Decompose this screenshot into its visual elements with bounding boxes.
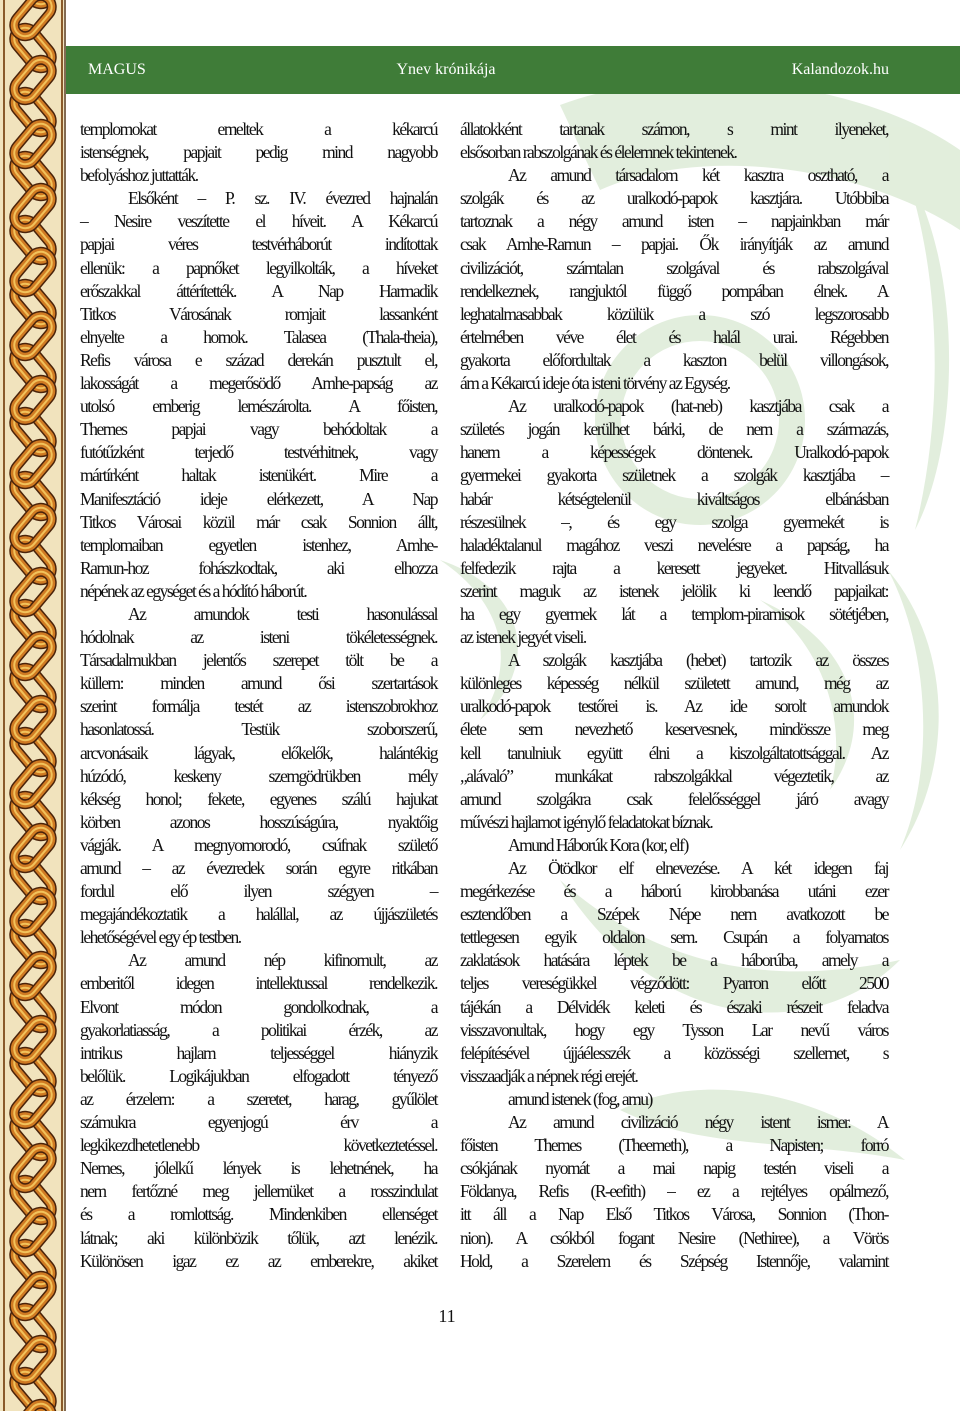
header-subtitle: Ynev krónikája [396, 61, 496, 78]
text-line: amund istenek (fog, amu) [508, 1088, 652, 1109]
text-line: Manifesztáció ideje elérkezett, A Nap [80, 488, 437, 509]
text-line: lakosságát a megerősödő Amhe-papság az [80, 373, 437, 394]
text-line: kékség honol; fekete, egyenes szálú hajukat [80, 788, 437, 809]
text-line: különleges képesség nélkül született amund, még az [460, 673, 888, 694]
text-line: szolgák és az uralkodó-papok kasztjára. Utóbbiba [460, 188, 888, 209]
paragraph [80, 187, 437, 603]
text-line: civilizációt, számtalan szolgával és rabszolgával [460, 257, 888, 278]
text-line: értelmében véve élet és halál urai. Régebben [460, 326, 888, 347]
text-line: az érzelem: a szeretet, harag, gyűlölet [80, 1088, 437, 1109]
text-line: papjai véres testvérháborút indítottak [80, 234, 437, 255]
header-site-link[interactable]: Kalandozok.hu [791, 61, 889, 78]
text-line: felépítésével újjáélesszék a közösségi szellemet, s [460, 1042, 888, 1063]
text-line: születés jogán kerülhet bárki, de nem a származás, [460, 419, 888, 440]
text-line: ám a Kékarcú ideje óta isteni törvény az Egység. [460, 373, 730, 394]
text-line: látnak; aki különbözik tőlük, azt lenézik. [80, 1227, 437, 1248]
text-line: amund – az évezredek során egyre ritkában [80, 858, 437, 878]
text-line: Ramun-hoz fohászkodtak, aki elhozza [80, 557, 437, 578]
text-line: Nemes, jólelkű lények is lehetnének, ha [80, 1158, 437, 1179]
text-line: felfedezik rajta a keresett jegyeket. Hitvallásuk [460, 557, 888, 578]
text-line: Az Ötödkor elf elnevezése. A két idegen faj [508, 858, 888, 878]
text-line: népének az egységet és a hódító háborút. [80, 580, 307, 601]
text-line: Az amund társadalom két kasztra osztható, a [508, 165, 888, 186]
text-line: Az uralkodó-papok (hat-neb) kasztjába csak a [508, 396, 888, 417]
text-line: emberitől idegen intellektussal rendelkezik. [80, 973, 437, 994]
text-line: vágják. A megnyomorodó, csúfnak születő [80, 834, 437, 855]
paragraph [80, 603, 437, 949]
text-line: Refis városa e század derekán pusztult el, [80, 349, 437, 370]
text-line: Themes papjai vagy behódoltak a [80, 419, 437, 440]
text-line: zaklatások hatására léptek be a háborúba, amely a [460, 950, 888, 971]
page-number: 11 [438, 1306, 456, 1326]
text-line: és a romlottság. Mindenkiben ellenséget [80, 1204, 437, 1225]
text-line: Társadalmukban jelentős szerepet tölt be a [80, 650, 437, 671]
text-line: legkikezdhetetlenebb következtetéssel. [80, 1135, 437, 1156]
text-line: húzódó, keskeny szemgödrükben mély [80, 765, 437, 786]
text-line: Az amund civilizáció négy istent ismer. A [508, 1112, 888, 1133]
paragraph [460, 834, 888, 857]
text-line: rendelkeznek, rangjuktól függő pompában élnek. A [460, 280, 888, 301]
text-line: intrikus hajlam teljességgel hiányzik [80, 1042, 437, 1063]
text-line: ellenük: a papnőket legyilkolták, a híveket [80, 257, 437, 278]
header-title-magus: MAGUS [88, 61, 146, 78]
text-line: itt áll a Nap Első Titkos Városa, Sonnion (Thon- [460, 1204, 888, 1225]
text-line: gyermekei gyakorta születnek a szolgák kasztjába – [460, 465, 888, 486]
text-line: habár kétségtelenül kiváltságos elbánásban [460, 488, 888, 509]
text-line: hanem a képességek döntenek. Uralkodó-papok [460, 442, 888, 463]
text-line: ha egy gyermek lát a templom-piramisok sötétjében, [460, 603, 888, 624]
paragraph [460, 857, 888, 1088]
text-line: mártírként haltak istenükért. Mire a [80, 465, 437, 486]
text-line: tettlegesen egyik oldalon sem. Csupán a folyamatos [460, 927, 888, 948]
text-line: templomaiban egyetlen istenhez, Amhe- [80, 534, 437, 555]
text-line: visszaadják a népnek régi erejét. [460, 1065, 638, 1086]
text-line: istenségnek, papjait pedig mind nagyobb [80, 142, 437, 163]
text-line: Hold, a Szerelem és Szépség Istennője, valamint [460, 1250, 888, 1271]
text-line: küllem: minden amund ősi szertartások [80, 673, 437, 694]
text-line: főisten Themes (Theemeth), a Napisten; forró [460, 1135, 888, 1156]
text-line: esztendőben a Szépek Népe nem avatkozott be [460, 904, 888, 925]
text-line: csókjának nyomát a mai napig testén viseli a [460, 1158, 888, 1179]
paragraph [460, 1111, 888, 1273]
text-line: kell tanulniuk együtt élni a kiszolgáltatottsággal. Az [460, 742, 888, 763]
text-line: nion). A csókból fogant Nesire (Nethiree), a Vörös [460, 1227, 888, 1248]
text-line: befolyáshoz juttatták. [80, 165, 198, 186]
text-line: szerint formálja testét az istenszobrokhoz [80, 696, 437, 717]
text-line: elnyelte a homok. Talasea (Thala-theia), [80, 326, 437, 347]
text-line: hasonlatossá. Testük szoborszerű, [80, 719, 437, 740]
text-line: uralkodó-papok testőrei is. Az ide sorolt amundok [460, 696, 888, 717]
text-line: amund szolgákra csak felelősséggel járó avagy [460, 788, 888, 809]
text-line: „alávaló” munkákat rabszolgákkal végeztetik, az [460, 765, 888, 786]
text-line: Különösen igaz ez az emberekre, akiket [80, 1250, 437, 1271]
paragraph [80, 949, 437, 1272]
text-line: hódolnak az isteni tökéletességnek. [80, 627, 437, 648]
text-line: arcvonásaik lágyak, előkelők, halántékig [80, 742, 437, 763]
text-line: A szolgák kasztjába (hebet) tartozik az összes [508, 650, 888, 671]
text-line: Amund Háborúk Kora (kor, elf) [508, 834, 688, 855]
text-line: belőlük. Logikájukban elfogadott tényező [80, 1065, 437, 1086]
paragraph [460, 395, 888, 649]
text-line: Titkos Városának romjait lassanként [80, 303, 437, 324]
text-line: futótűzként terjedő testvérhitnek, vagy [80, 442, 437, 463]
text-line: élete sem nevezhető keservesnek, mindössze meg [460, 719, 888, 740]
header-bar [66, 46, 960, 94]
text-line: Földanya, Refis (R-eefith) – ez a rejtélyes opálmező, [460, 1181, 888, 1202]
text-line: részesülnek –, és egy szolga gyermekét is [460, 511, 888, 532]
text-line: Elvont módon gondolkodnak, a [80, 996, 437, 1017]
text-line: leghatalmasabbak közülük a szó legszorosabb [460, 303, 888, 324]
text-line: az istenek jegyét viseli. [460, 627, 586, 648]
text-line: haladéktalanul magához veszi nevelésre a papság, ha [460, 534, 888, 555]
text-line: számukra egyenjogú érv a [80, 1112, 437, 1133]
text-line: Az amund nép kifinomult, az [128, 950, 437, 971]
text-line: gyakorta előfordultak a kaszton belül villongások, [460, 349, 888, 370]
text-line: templomokat emeltek a kékarcú [80, 119, 437, 139]
text-line: lehetőségével egy ép testben. [80, 927, 241, 948]
text-line: szerint maguk az istenek jelölik ki leendő papjaikat: [460, 580, 888, 601]
text-line: Titkos Városai közül már csak Sonnion állt, [80, 511, 437, 532]
text-line: elsősorban rabszolgának és élelemnek tekintenek. [460, 142, 737, 163]
text-line: Elsőként – P. sz. IV. évezred hajnalán [128, 188, 437, 209]
paragraph [460, 118, 888, 164]
text-line: körben azonos hosszúságúra, nyaktőig [80, 811, 437, 832]
text-line: gyakorlatiasság, a politikai érzék, az [80, 1019, 437, 1040]
text-line: művészi hajlamot igénylő feladatokat bíznak. [460, 811, 713, 832]
text-line: tartoznak a négy amund isten – napjainkban már [460, 211, 888, 232]
right-text-column [460, 118, 888, 1273]
text-line: tájékán a Délvidék keleti és északi részeit feladva [460, 996, 888, 1017]
paragraph [460, 1088, 888, 1111]
text-line: csak Amhe-Ramun – papjai. Ők irányítják az amund [460, 234, 888, 255]
paragraph [80, 118, 437, 187]
text-line: visszavonultak, hogy egy Tysson Lar nevű város [460, 1019, 888, 1040]
text-line: megajándékoztatik a halállal, az újjászületés [80, 904, 437, 925]
text-line: állatokként tartanak számon, s mint ilyeneket, [460, 119, 888, 139]
text-line: megérkezése és a háború kirobbanása utáni ezer [460, 881, 888, 902]
paragraph [460, 164, 888, 395]
text-line: fordul elő ilyen szégyen – [80, 881, 437, 902]
text-line: nem fertőzné meg jellemüket a rosszindulat [80, 1181, 437, 1202]
text-line: Az amundok testi hasonulással [128, 603, 437, 624]
paragraph [460, 649, 888, 834]
text-line: – Nesire veszítette el híveit. A Kékarcú [80, 211, 437, 232]
text-line: utolsó emberig lemészárolta. A főisten, [80, 396, 437, 417]
text-line: erőszakkal áttérítették. A Nap Harmadik [80, 280, 437, 301]
left-text-column [80, 118, 437, 1273]
text-line: teljes vereségükkel végződött: Pyarron előtt 2500 [460, 973, 888, 994]
